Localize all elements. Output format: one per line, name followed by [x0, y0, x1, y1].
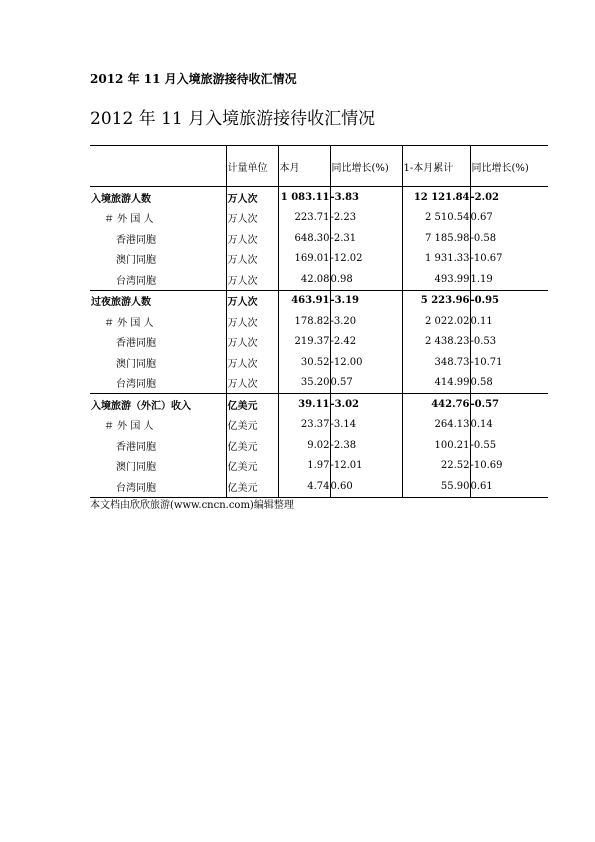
row-yoy: -2.31 — [330, 228, 402, 249]
row-cumulative-yoy: -0.95 — [470, 290, 548, 311]
row-name: 香港同胞 — [116, 338, 156, 350]
row-unit: 亿美元 — [226, 394, 278, 415]
row-unit: 万人次 — [226, 373, 278, 394]
row-month: 648.30 — [278, 228, 330, 249]
row-unit: 万人次 — [226, 332, 278, 353]
table-row — [90, 456, 548, 477]
row-unit: 亿美元 — [226, 456, 278, 477]
row-cumulative: 2 510.54 — [402, 208, 470, 229]
row-month: 219.37 — [278, 332, 330, 353]
row-month: 35.20 — [278, 373, 330, 394]
table-row — [90, 352, 548, 373]
row-month: 178.82 — [278, 311, 330, 332]
row-yoy: -12.00 — [330, 352, 402, 373]
row-cumulative: 100.21 — [402, 435, 470, 456]
table-row — [90, 290, 548, 311]
row-name: 台湾同胞 — [116, 379, 156, 391]
row-cumulative: 264.13 — [402, 415, 470, 436]
row-cumulative-yoy: 0.61 — [470, 476, 548, 497]
row-month: 169.01 — [278, 249, 330, 270]
row-cumulative-yoy: -0.55 — [470, 435, 548, 456]
row-name: ＃ 外 国 人 — [104, 317, 154, 329]
row-name: 澳门同胞 — [116, 358, 156, 370]
table-row — [90, 415, 548, 436]
table-row — [90, 435, 548, 456]
table-row — [90, 269, 548, 290]
row-unit: 万人次 — [226, 228, 278, 249]
row-name: 台湾同胞 — [90, 476, 226, 497]
row-cumulative-yoy: -0.58 — [470, 228, 548, 249]
header-cumulative: 1-本月累计 — [402, 146, 470, 187]
table-header-row — [90, 146, 548, 187]
row-cumulative: 348.73 — [402, 352, 470, 373]
row-unit: 万人次 — [226, 249, 278, 270]
row-name: 台湾同胞 — [116, 275, 156, 287]
row-cumulative: 22.52 — [402, 456, 470, 477]
row-cumulative: 7 185.98 — [402, 228, 470, 249]
source-footnote: 本文档由欣欣旅游(www.cncn.com)编辑整理 — [90, 500, 294, 511]
row-unit: 亿美元 — [226, 415, 278, 436]
row-cumulative: 493.99 — [402, 269, 470, 290]
row-month: 42.08 — [278, 269, 330, 290]
row-cumulative-yoy: 0.11 — [470, 311, 548, 332]
row-unit: 亿美元 — [226, 476, 278, 497]
document-heading-small: 2012 年 11 月入境旅游接待收汇情况 — [90, 72, 297, 86]
header-unit: 计量单位 — [226, 146, 278, 187]
row-cumulative: 5 223.96 — [402, 290, 470, 311]
row-yoy: -3.19 — [330, 290, 402, 311]
row-cumulative: 2 022.02 — [402, 311, 470, 332]
table-row — [90, 249, 548, 270]
row-cumulative-yoy: 1.19 — [470, 269, 548, 290]
row-yoy: -3.14 — [330, 415, 402, 436]
row-cumulative-yoy: -0.53 — [470, 332, 548, 353]
row-unit: 万人次 — [226, 187, 278, 208]
row-cumulative-yoy: -2.02 — [470, 187, 548, 208]
row-yoy: -3.02 — [330, 394, 402, 415]
row-unit: 亿美元 — [226, 435, 278, 456]
table-row — [90, 208, 548, 229]
row-name: 入境旅游人数 — [91, 193, 151, 205]
row-unit: 万人次 — [226, 311, 278, 332]
row-unit: 万人次 — [226, 352, 278, 373]
row-month: 1.97 — [278, 456, 330, 477]
table-row — [90, 373, 548, 394]
row-name: 澳门同胞 — [116, 255, 156, 267]
row-month: 39.11 — [278, 394, 330, 415]
row-yoy: 0.60 — [330, 476, 402, 497]
row-name: ＃ 外 国 人 — [104, 214, 154, 226]
row-cumulative: 55.90 — [402, 476, 470, 497]
row-month: 1 083.11 — [278, 187, 330, 208]
row-yoy: 0.57 — [330, 373, 402, 394]
row-cumulative-yoy: 0.67 — [470, 208, 548, 229]
row-name: 澳门同胞 — [116, 462, 156, 474]
table-row — [90, 228, 548, 249]
row-yoy: -3.20 — [330, 311, 402, 332]
row-month: 4.74 — [278, 476, 330, 497]
header-name — [90, 146, 226, 187]
row-name: 香港同胞 — [116, 441, 156, 453]
row-cumulative-yoy: -10.69 — [470, 456, 548, 477]
row-cumulative-yoy: 0.58 — [470, 373, 548, 394]
row-cumulative: 1 931.33 — [402, 249, 470, 270]
row-name: 香港同胞 — [116, 234, 156, 246]
row-unit: 万人次 — [226, 290, 278, 311]
row-cumulative: 442.76 — [402, 394, 470, 415]
row-yoy: -2.38 — [330, 435, 402, 456]
row-yoy: -12.01 — [330, 456, 402, 477]
row-name: 过夜旅游人数 — [90, 290, 226, 311]
row-cumulative-yoy: -10.67 — [470, 249, 548, 270]
table-row — [90, 394, 548, 415]
row-cumulative-yoy: 0.14 — [470, 415, 548, 436]
row-cumulative-yoy: -0.57 — [470, 394, 548, 415]
table-row — [90, 311, 548, 332]
row-month: 30.52 — [278, 352, 330, 373]
row-yoy: -12.02 — [330, 249, 402, 270]
row-yoy: 0.98 — [330, 269, 402, 290]
document-title: 2012 年 11 月入境旅游接待收汇情况 — [90, 109, 376, 129]
row-name: ＃ 外 国 人 — [104, 421, 154, 433]
row-cumulative: 414.99 — [402, 373, 470, 394]
row-unit: 万人次 — [226, 208, 278, 229]
row-unit: 万人次 — [226, 269, 278, 290]
header-cumulative-yoy: 同比增长(%) — [470, 146, 548, 187]
row-yoy: -3.83 — [330, 187, 402, 208]
row-cumulative-yoy: -10.71 — [470, 352, 548, 373]
row-cumulative: 12 121.84 — [402, 187, 470, 208]
row-cumulative: 2 438.23 — [402, 332, 470, 353]
row-month: 9.02 — [278, 435, 330, 456]
header-month: 本月 — [278, 146, 330, 187]
tourism-statistics-table — [90, 145, 548, 498]
row-month: 23.37 — [278, 415, 330, 436]
row-month: 223.71 — [278, 208, 330, 229]
row-yoy: -2.23 — [330, 208, 402, 229]
table-row — [90, 332, 548, 353]
header-yoy: 同比增长(%) — [330, 146, 402, 187]
row-yoy: -2.42 — [330, 332, 402, 353]
row-month: 463.91 — [278, 290, 330, 311]
row-name: 入境旅游（外汇）收入 — [90, 394, 226, 415]
table-row — [90, 187, 548, 208]
table-row — [90, 476, 548, 497]
